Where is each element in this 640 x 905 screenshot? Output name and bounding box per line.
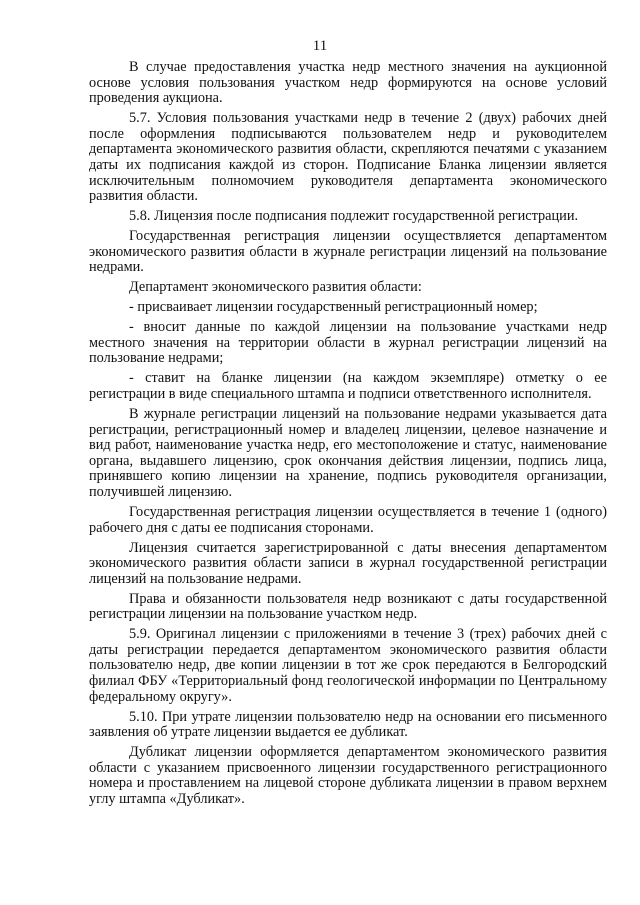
paragraph-registration-term: Государственная регистрация лицензии осуществляется в течение 1 (одного) рабочего дня с даты ее подписания сторонами. (89, 503, 607, 536)
paragraph-rights-obligations: Права и обязанности пользователя недр возникают с даты государственной регистрации лицензии на пользование участком недр. (89, 590, 607, 623)
paragraph-5-10: 5.10. При утрате лицензии пользователю недр на основании его письменного заявления об утрате лицензии выдается ее дубликат. (89, 708, 607, 741)
paragraph-journal-contents: В журнале регистрации лицензий на пользование недрами указывается дата регистрации, регистрационный номер и владелец лицензии, целевое назначение и вид работ, наименование участка недр, его местоположение и статус, наименование органа, выдавшего лицензию, срок окончания действия лицензии, подпись лица, принявшего копию лицензии на хранение, подпись руководителя организации, получившей лицензию. (89, 406, 607, 500)
list-item-enter-data: - вносит данные по каждой лицензии на пользование участками недр местного значения на территории области в журнал регистрации лицензий на пользование недрами; (89, 319, 607, 367)
paragraph-auction-conditions: В случае предоставления участка недр местного значения на аукционной основе условия пользования участком недр формируются на основе условий проведения аукциона. (89, 59, 607, 107)
paragraph-5-8: 5.8. Лицензия после подписания подлежит государственной регистрации. (129, 208, 579, 225)
page-number: 11 (312, 38, 328, 54)
paragraph-5-7: 5.7. Условия пользования участками недр в течение 2 (двух) рабочих дней после оформления подписываются пользователем недр и руководителем департамента экономического развития области, скрепляются печатями с указанием даты их подписания каждой из сторон. Подписание Бланка лицензии является исключительным полномочием руководителя департамента экономического развития области. (89, 110, 607, 205)
list-item-stamp-mark: - ставит на бланке лицензии (на каждом экземпляре) отметку о ее регистрации в виде специального штампа и подписи ответственного исполнителя. (89, 370, 607, 403)
list-item-assign-number: - присваивает лицензии государственный регистрационный номер; (129, 299, 538, 316)
paragraph-duplicate: Дубликат лицензии оформляется департаментом экономического развития области с указанием присвоенного лицензии государственного регистрационного номера и проставлением на лицевой стороне дубликата лицензии в правом верхнем углу штампа «Дубликат». (89, 744, 607, 807)
document-body (89, 60, 607, 808)
paragraph-department-duties: Департамент экономического развития области: (129, 279, 422, 296)
paragraph-registration-journal: Государственная регистрация лицензии осуществляется департаментом экономического развития области в журнале регистрации лицензий на пользование недрами. (89, 228, 607, 276)
paragraph-registered-date: Лицензия считается зарегистрированной с даты внесения департаментом экономического развития области записи в журнал государственной регистрации лицензий на пользование недрами. (89, 539, 607, 587)
paragraph-5-9: 5.9. Оригинал лицензии с приложениями в течение 3 (трех) рабочих дней с даты регистрации передается департаментом экономического развития области пользователю недр, две копии лицензии в тот же срок передаются в Белгородский филиал ФБУ «Территориальный фонд геологической информации по Центральному федеральному округу». (89, 626, 607, 705)
